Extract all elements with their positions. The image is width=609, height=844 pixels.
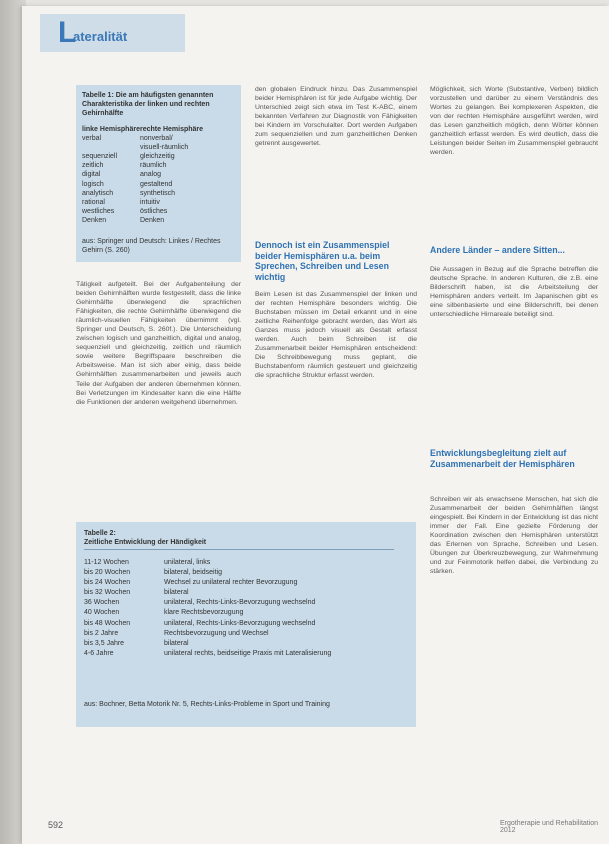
table-2-source: aus: Bochner, Betta Motorik Nr. 5, Rechts-Links-Probleme in Sport und Training (84, 701, 330, 708)
table-1-left-cell: verbal (82, 135, 102, 143)
table-2-age: bis 20 Wochen (84, 569, 131, 577)
table-2-title: Tabelle 2: (84, 530, 116, 537)
column-1-body-text: Tätigkeit aufgeteilt. Bei der Aufgabenteilung der beiden Gehirnhälften wurde festgestellt, dass die linke Gehirnhälfte überwiegend die sprachlichen Fähigkeiten, die rechte Gehirnhälfte überwiegend die räumlich-visuellen Fähigkeiten übernimmt (vgl. Springer und Deutsch, S. 260f.). Die Unterscheidung zwischen logisch und ganzheitlich, digital und analog, sequenziell und gleichzeitig, zeitlich und räumlich sowie weitere Begriffspaare beschreiben die Arbeitsweise. Man ist sich aber einig, dass beide Gehirnhälften zusammenarbeiten und jeweils auch Teile der Aufgaben der anderen übernehmen können. Bei Verletzungen im Kindesalter kann die eine Hälfte die Funktionen der anderen weitgehend übernehmen. (76, 281, 241, 406)
column-3-body-text: Schreiben wir als erwachsene Menschen, hat sich die Zusammenarbeit der beiden Gehirnhälften längst eingespielt. Bei Kindern in der Entwicklung ist das nicht immer der Fall. Eine gezielte Förderung der Koordination zwischen den Hemisphären unterstützt das Erlernen von Sprache, Schreiben und Lesen. Übungen zur Überkreuzbewegung, zur Wahrnehmung und zur Feinmotorik helfen dabei, die Verbindung zu stärken. (430, 496, 598, 576)
table-2-age: bis 48 Wochen (84, 619, 131, 627)
table-1-left-cell: digital (82, 171, 101, 179)
table-2-divider (84, 549, 394, 550)
page-number: 592 (48, 820, 64, 830)
table-1-row (82, 189, 235, 198)
table-1-left-cell: Denken (82, 216, 107, 224)
table-1-left-cell: logisch (82, 180, 104, 188)
table-2-desc: unilateral, Rechts-Links-Bevorzugung wechselnd (164, 619, 316, 627)
table-2-row (84, 608, 408, 618)
table-2-row (84, 598, 408, 608)
section-initial: L (58, 16, 77, 49)
table-2-desc: klare Rechtsbevorzugung (164, 609, 244, 617)
table-2-row (84, 588, 408, 598)
table-2-row (84, 649, 408, 659)
table-2-age: 36 Wochen (84, 599, 120, 607)
table-2-desc: bilateral, beidseitig (164, 569, 222, 577)
table-1-right-cell: östliches (140, 207, 168, 215)
table-1-right-cell: analog (140, 171, 162, 179)
table-1-right-cell: gestaltend (140, 180, 173, 188)
table-2-row (84, 558, 408, 568)
table-1-right-cell: nonverbal/ (140, 135, 173, 143)
table-1-left-cell: sequenziell (82, 153, 118, 161)
table-1-left-cell (82, 143, 140, 152)
table-1-row (82, 143, 235, 152)
table-1-right-cell: intuitiv (140, 198, 160, 206)
table-1-title: Tabelle 1: Die am häufigsten genannten Charakteristika der linken und rechten Gehirnhälfte (82, 92, 214, 117)
table-2-row (84, 639, 408, 649)
table-2-age: 11-12 Wochen (84, 559, 129, 566)
table-2-desc: unilateral, links (164, 559, 211, 566)
table-1-row (82, 161, 235, 170)
table-1-source: aus: Springer und Deutsch: Linkes / Rechtes Gehirn (S. 260) (82, 238, 221, 254)
table-2-age: bis 32 Wochen (84, 589, 131, 597)
table-1-left-cell: analytisch (82, 189, 114, 197)
table-1-right-cell: räumlich (140, 162, 167, 170)
table-2-age: bis 2 Jahre (84, 629, 119, 637)
table-2-row (84, 629, 408, 639)
table-2-age: 40 Wochen (84, 609, 120, 617)
table-2-row (84, 619, 408, 629)
column-2-heading: Dennoch ist ein Zusammenspiel beider Hemisphären u.a. beim Sprechen, Schreiben und Lesen wichtig (255, 240, 390, 282)
column-2-intro-text: den globalen Eindruck hinzu. Das Zusammenspiel beider Hemisphären ist für jede Aufgabe wichtig. Der Unterschied zeigt sich etwa im Test K-ABC, einem bekannten Verfahren zur Diagnostik von Fähigkeiten bei Kindern im Vorschulalter. Dort werden Aufgaben zum sequenziellen und zum ganzheitlichen Denken getrennt ausgewertet. (255, 86, 417, 148)
table-2-age: 4-6 Jahre (84, 649, 114, 657)
section-title: ateralität (73, 29, 128, 44)
column-3-heading-development: Entwicklungsbegleitung zielt auf Zusammenarbeit der Hemisphären (430, 448, 575, 469)
table-1-row (82, 180, 235, 189)
table-2-desc: unilateral rechts, beidseitige Praxis mit Lateralisierung (164, 649, 332, 657)
table-2-age: bis 3,5 Jahre (84, 639, 125, 647)
table-2-desc: bilateral (164, 639, 189, 647)
column-2-body-text: Beim Lesen ist das Zusammenspiel der linken und der rechten Hemisphäre besonders wichtig. Die Buchstaben müssen im Detail erkannt und in eine zeitliche Reihenfolge gebracht werden, das Wort als Ganzes muss jedoch visuell als Gestalt erfasst werden. Auch beim Schreiben ist die Zusammenarbeit beider Hemisphären entscheidend: Die Schreibbewegung muss geplant, die Buchstabenform räumlich gesteuert und gleichzeitig die sprachliche Struktur erfasst werden. (255, 291, 417, 380)
column-3-heading-countries: Andere Länder – andere Sitten... (430, 245, 565, 255)
table-1-header-row (82, 125, 235, 134)
table-2-desc: unilateral, Rechts-Links-Bevorzugung wechselnd (164, 599, 316, 607)
column-3-middle-text: Die Aussagen in Bezug auf die Sprache betreffen die deutsche Sprache. In anderen Kulturen, die z.B. eine Bilderschrift haben, ist die Arbeitsteilung der Hemisphären anders verteilt. Im Japanischen gibt es eine silbenbasierte und eine Bilderschrift, bei denen unterschiedliche Hirnareale beteiligt sind. (430, 266, 598, 319)
table-1-row (82, 216, 235, 225)
table-2-desc: Wechsel zu unilateral rechter Bevorzugung (164, 579, 298, 587)
table-1-left-head: linke Hemisphäre (82, 126, 140, 133)
table-1-row (82, 170, 235, 179)
table-1-right-cell: Denken (140, 216, 165, 224)
table-1-box (76, 85, 241, 262)
table-2-row (84, 568, 408, 578)
table-1-row (82, 152, 235, 161)
table-2-row (84, 578, 408, 588)
table-1-row (82, 207, 235, 216)
table-2-desc: bilateral (164, 589, 189, 597)
table-2-box (76, 522, 416, 727)
table-1-left-cell: westliches (82, 207, 115, 215)
table-2-age: bis 24 Wochen (84, 579, 131, 587)
table-1-right-head: rechte Hemisphäre (140, 126, 204, 133)
table-1-left-cell: zeitlich (82, 162, 104, 170)
table-2-desc: Rechtsbevorzugung und Wechsel (164, 629, 269, 637)
table-1-right-cell: synthetisch (140, 189, 176, 197)
table-1-left-cell: rational (82, 198, 105, 206)
table-1-row (82, 198, 235, 207)
table-1-right-cell: visuell-räumlich (140, 144, 189, 152)
column-3-intro-text: Möglichkeit, sich Worte (Substantive, Verben) bildlich vorzustellen und darüber zu einem Verständnis des Wortes zu gelangen. Bei komplexeren Aspekten, die von der rechten Hemisphäre ausgeführt werden, wird das Lesen ganzheitlich möglich, denn Wörter können ganzheitlich erfasst werden. Es wird deutlich, dass die Leistungen beider Seiten im Zusammenspiel gebraucht werden. (430, 86, 598, 157)
table-1-row (82, 134, 235, 143)
table-2-subtitle: Zeitliche Entwicklung der Händigkeit (84, 539, 207, 546)
journal-footer: Ergotherapie und Rehabilitation 2012 (500, 820, 599, 834)
table-1-right-cell: gleichzeitig (140, 153, 175, 161)
